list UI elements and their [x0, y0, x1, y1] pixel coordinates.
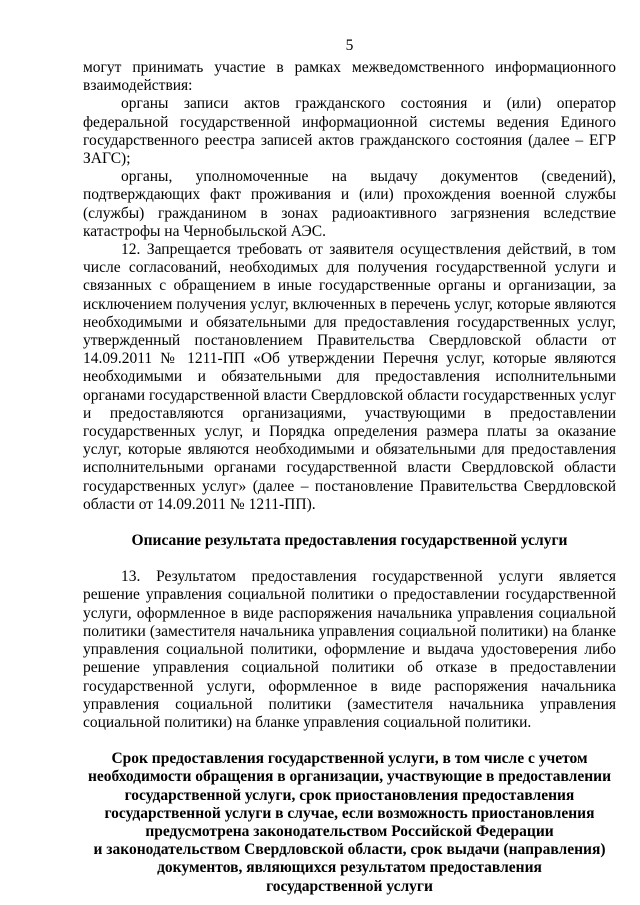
page-number: 5 — [345, 37, 354, 54]
paragraph-authorized-bodies: органы, уполномоченные на выдачу документов (сведений), подтверждающих факт проживания и (или) прохождения военной службы (службы) гражданином в зонах радиоактивного загрязнения вследствие катастрофы на Чернобыльской АЭС. — [83, 168, 616, 240]
heading-result-description: Описание результата предоставления государственной услуги — [131, 532, 568, 550]
heading-term-line: Срок предоставления государственной услуги, в том числе с учетом — [111, 750, 588, 768]
heading-service-term — [83, 750, 616, 896]
heading-term-line: государственной услуги в случае, если возможность приостановления — [104, 804, 595, 822]
heading-term-line: документов, являющихся результатом предоставления — [157, 859, 542, 877]
heading-term-line: государственной услуги, срок приостановления предоставления — [124, 786, 575, 804]
paragraph-interaction-intro: могут принимать участие в рамках межведомственного информационного взаимодействия: — [83, 59, 616, 95]
paragraph-clause-13: 13. Результатом предоставления государственной услуги является решение управления социальной политики о предоставлении государственной услуги, оформленное в виде распоряжения начальника управления социальной политики (заместителя начальника управления социальной политики) на бланке управления социальной политики, оформление и выдача удостоверения либо решение управления социальной политики об отказе в предоставлении государственной услуги, оформленное в виде распоряжения начальника управления социальной политики (заместителя начальника управления социальной политики) на бланке управления социальной политики. — [83, 568, 616, 731]
paragraph-zags-bodies: органы записи актов гражданского состояния и (или) оператор федеральной государственной информационной системы ведения Единого государственного реестра записей актов гражданского состояния (далее – ЕГР ЗАГС); — [83, 95, 616, 168]
heading-term-line: и законодательством Свердловской области, срок выдачи (направления) — [93, 841, 606, 859]
document-page — [83, 0, 616, 896]
heading-term-line: необходимости обращения в организации, участвующие в предоставлении — [87, 768, 612, 786]
heading-term-line: государственной услуги — [266, 877, 433, 895]
heading-term-line: предусмотрена законодательством Российской Федерации — [145, 822, 554, 840]
paragraph-clause-12: 12. Запрещается требовать от заявителя осуществления действий, в том числе согласований, необходимых для получения государственной услуги и связанных с обращением в иные государственные органы и организации, за исключением получения услуг, включенных в перечень услуг, которые являются необходимыми и обязательными для предоставления государственных услуг, утвержденный постановлением Правительства Свердловской области от 14.09.2011 № 1211-ПП «Об утверждении Перечня услуг, которые являются необходимыми и обязательными для предоставления исполнительными органами государственной власти Свердловской области государственных услуг и предоставляются организациями, участвующими в предоставлении государственных услуг, и Порядка определения размера платы за оказание услуг, которые являются необходимыми и обязательными для предоставления исполнительными органами государственной власти Свердловской области государственных услуг» (далее – постановление Правительства Свердловской области от 14.09.2011 № 1211-ПП). — [83, 241, 616, 513]
